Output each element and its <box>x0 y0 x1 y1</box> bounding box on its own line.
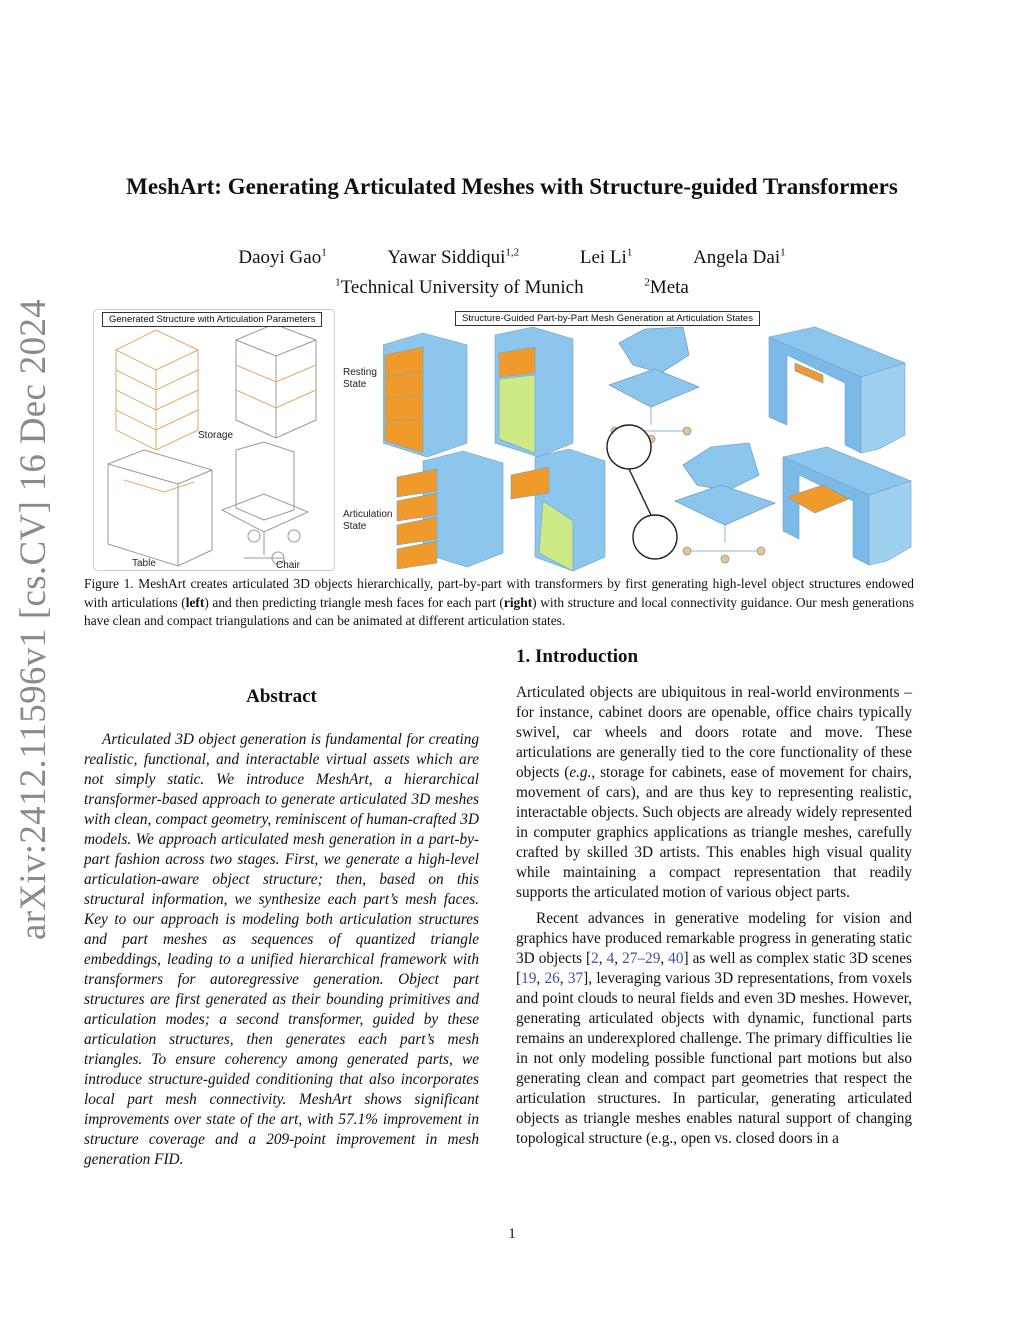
structure-panel <box>93 309 335 571</box>
label-resting-state: Resting State <box>343 367 377 390</box>
citation-link[interactable]: 26 <box>544 970 560 987</box>
citation-link[interactable]: 4 <box>606 950 615 967</box>
author-block <box>0 241 1024 300</box>
mesh-renders <box>383 325 913 571</box>
author-4: Angela Dai$^1$ <box>693 247 786 269</box>
label-chair: Chair <box>276 560 300 571</box>
intro-paragraph-2: Recent advances in generative modeling for vision and graphics have produced remarkable progress in generating static 3D objects [2, 4, 27–29, 40] as well as complex static 3D scenes [19, 26, 37], leveraging various 3D representations, from voxels and point clouds to neural fields and even 3D meshes. However, generating articulated objects with dynamic, functional parts remains an underexplored challenge. The primary difficulties lie in not only modeling possible functional part motions but also generating clean and compact part geometries that respect the articulation structures. In particular, generating articulated objects as triangle meshes enables natural support of changing topological structure (e.g., open vs. closed doors in a <box>516 910 912 1147</box>
arxiv-stamp: arXiv:2412.11596v1 [cs.CV] 16 Dec 2024 <box>13 299 54 940</box>
structure-panel-tag: Generated Structure with Articulation Parameters <box>102 312 322 327</box>
articulated-storage-2-mesh <box>511 449 605 571</box>
label-articulation-state: Articulation State <box>343 509 393 532</box>
chair-wireframe <box>222 442 308 564</box>
intro-paragraph-1: Articulated objects are ubiquitous in real-world environments – for instance, cabinet doors are openable, office chairs typically swivel, car wheels and doors rotate and move. These articulations are generally tied to the core functionality of these objects (e.g., storage for cabinets, ease of movement for chairs, movement of cars), and are thus key to representing realistic, interactable objects. Such objects are already widely represented in computer graphics applications as triangle meshes, carefully crafted by skilled 3D artists. This enables high visual quality while maintaining a compact representation that readily supports the articulated motion of various object parts. <box>516 684 912 901</box>
storage-wireframe-2 <box>236 324 316 438</box>
label-table: Table <box>132 558 156 569</box>
paper-title: MeshArt: Generating Articulated Meshes with Structure-guided Transformers <box>126 174 898 199</box>
resting-desk-mesh <box>769 327 905 453</box>
figure-caption: Figure 1. MeshArt creates articulated 3D objects hierarchically, part-by-part with transformers by first generating high-level object structures endowed with articulations (left) and then predicting triangle mesh faces for each part (right) with structure and local connectivity guidance. Our mesh generations have clean and compact triangulations and can be animated at different articulation states. <box>84 576 915 629</box>
intro-heading: 1. Introduction <box>516 646 639 667</box>
affiliation-1: $^1$Technical University of Munich <box>335 276 584 298</box>
left-column <box>84 686 479 1170</box>
label-storage: Storage <box>198 430 234 441</box>
zoom-circles <box>607 425 677 559</box>
articulated-storage-1-mesh <box>397 451 503 569</box>
citation-link[interactable]: 19 <box>521 970 537 987</box>
citation-link[interactable]: 37 <box>567 970 584 987</box>
citation-link[interactable]: 2 <box>591 950 599 967</box>
abstract-text: Articulated 3D object generation is fundamental for creating realistic, functional, and interactable virtual assets which are not simply static. We introduce MeshArt, a hierarchical transformer-based approach to generate articulated 3D meshes with clean, compact geometry, reminiscent of human-crafted 3D models. We approach articulated mesh generation in a part-by-part fashion across two stages. First, we generate a high-level articulation-aware object structure; then, based on this structural information, we synthesize each part’s mesh faces. Key to our approach is modeling both articulation structures and part meshes as sequences of quantized triangle embeddings, leading to a unified hierarchical framework with transformers for autoregressive generation. Object part structures are first generated as their bounding primitives and articulation modes; a second transformer, guided by these articulation structures, then generates each part’s mesh triangles. To ensure coherency among generated parts, we introduce structure-guided conditioning that also incorporates local part mesh connectivity. MeshArt shows significant improvements over state of the art, with 57.1% improvement in structure coverage and a 209-point improvement in mesh generation FID. <box>84 731 479 1168</box>
author-3: Lei Li$^1$ <box>579 247 633 269</box>
page-number: 1 <box>508 1226 516 1242</box>
storage-wireframe-1 <box>116 330 198 450</box>
author-1: Daoyi Gao$^1$ <box>238 247 327 269</box>
citation-link[interactable]: 27–29 <box>622 950 661 967</box>
resting-storage-2-mesh <box>495 327 573 457</box>
right-column <box>516 646 912 1155</box>
mesh-panel-tag: Structure-Guided Part-by-Part Mesh Generation at Articulation States <box>455 311 760 326</box>
table-wireframe <box>108 450 212 566</box>
citation-link[interactable]: 40 <box>668 950 684 967</box>
articulated-desk-mesh <box>783 447 911 565</box>
affiliation-list <box>0 270 1024 299</box>
abstract-heading: Abstract <box>246 686 317 707</box>
resting-storage-1-mesh <box>383 333 467 457</box>
author-list <box>0 241 1024 270</box>
author-2: Yawar Siddiqui$^{1,2}$ <box>387 247 520 269</box>
affiliation-2: $^2$Meta <box>644 276 689 298</box>
articulated-chair-mesh <box>675 443 775 563</box>
figure-1 <box>93 309 913 571</box>
